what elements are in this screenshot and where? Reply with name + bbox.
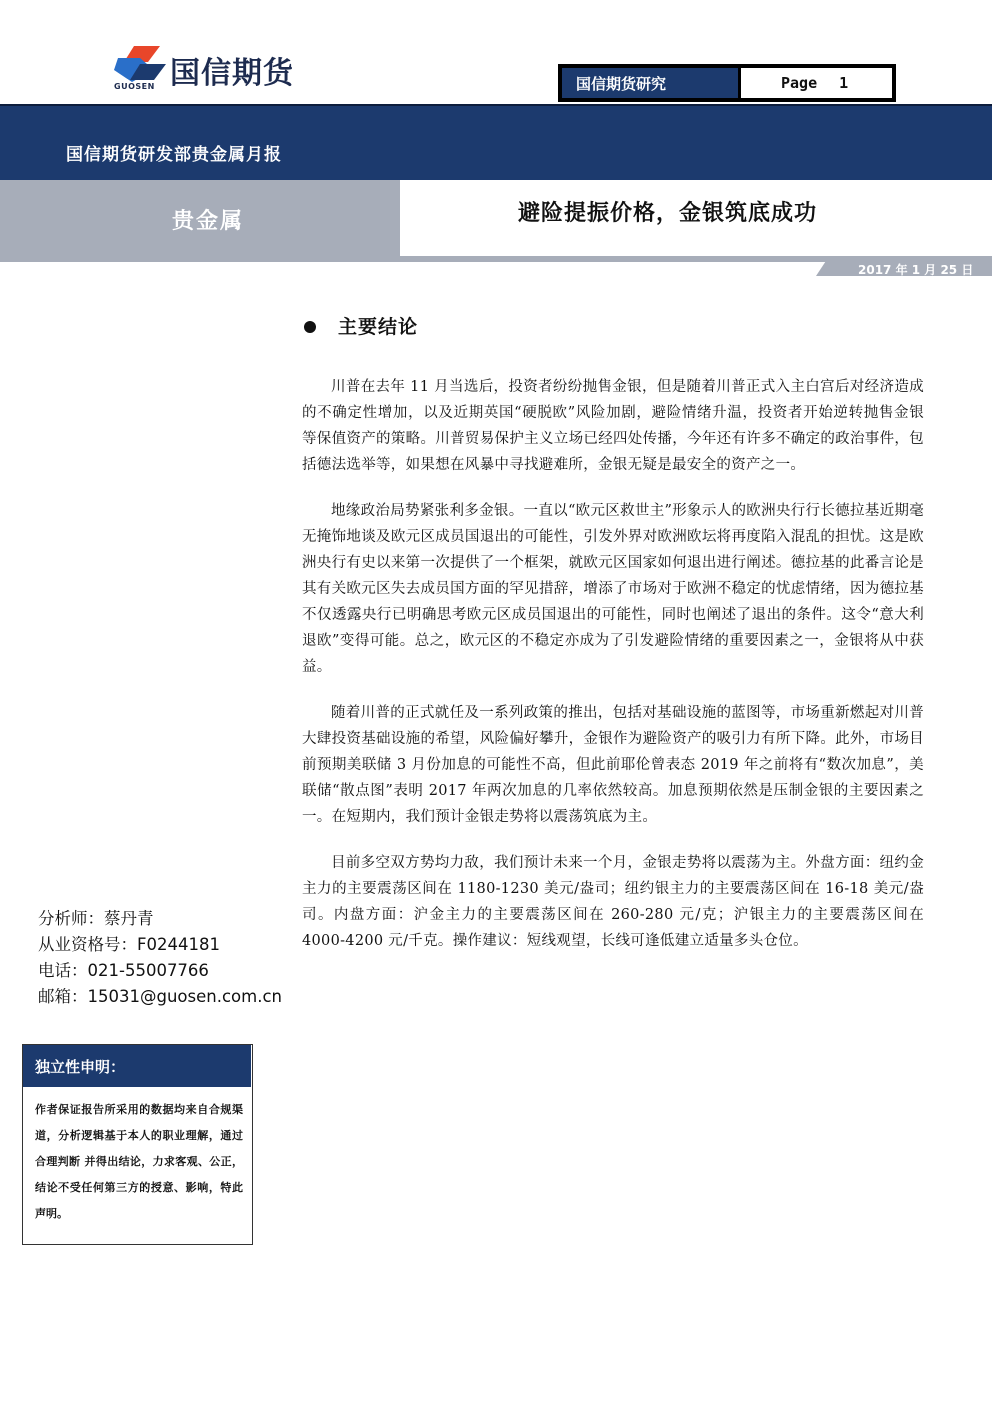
analyst-info	[38, 906, 282, 1010]
report-category: 贵金属	[172, 208, 245, 234]
report-series: 国信期货研发部贵金属月报	[66, 145, 282, 165]
analyst-cert: 从业资格号：F0244181	[38, 935, 220, 954]
report-title: 避险提振价格，金银筑底成功	[518, 200, 818, 226]
page-label: Page	[781, 74, 818, 92]
paragraph: 地缘政治局势紧张利多金银。一直以“欧元区救世主”形象示人的欧洲央行行长德拉基近期毫无掩饰地谈及欧元区成员国退出的可能性，引发外界对欧洲欧坛将再度陷入混乱的担忧。这是欧洲央行有史以来第一次提供了一个框架，就欧元区国家如何退出进行阐述。德拉基的此番言论是其有关欧元区失去成员国方面的罕见措辞，增添了市场对于欧洲不稳定的忧虑情绪，因为德拉基不仅透露央行已明确思考欧元区成员国退出的可能性，同时也阐述了退出的条件。这令“意大利退欧”变得可能。总之，欧元区的不稳定亦成为了引发避险情绪的重要因素之一，金银将从中获益。	[302, 503, 924, 675]
analyst-phone: 电话：021-55007766	[38, 961, 209, 980]
report-date: 2017 年 1 月 25 日	[858, 263, 974, 277]
page-tag	[558, 64, 896, 102]
analyst-name: 分析师：蔡丹青	[38, 909, 154, 928]
disclaimer-title: 独立性申明：	[23, 1045, 251, 1087]
disclaimer-box	[22, 1044, 253, 1245]
section-heading: 主要结论	[338, 316, 419, 338]
page-number: 1	[839, 74, 849, 92]
research-label: 国信期货研究	[562, 68, 738, 98]
paragraph: 川普在去年 11 月当选后，投资者纷纷抛售金银，但是随着川普正式入主白宫后对经济造成的不确定性增加，以及近期英国“硬脱欧”风险加剧，避险情绪升温，投资者开始逆转抛售金银等保值资产的策略。川普贸易保护主义立场已经四处传播，今年还有许多不确定的政治事件，包括德法选举等，如果想在风暴中寻找避难所，金银无疑是最安全的资产之一。	[302, 379, 924, 473]
report-body	[302, 374, 924, 974]
brand-logo	[114, 46, 354, 96]
page-indicator	[741, 68, 892, 98]
bullet-icon	[304, 321, 316, 333]
paragraph: 目前多空双方势均力敌，我们预计未来一个月，金银走势将以震荡为主。外盘方面：纽约金主力的主要震荡区间在 1180-1230 美元/盎司；纽约银主力的主要震荡区间在 16-18 美元/盎司。内盘方面：沪金主力的主要震荡区间在 260-280 元/克；沪银主力的主要震荡区间在 4000-4200 元/千克。操作建议：短线观望，长线可逢低建立适量多头仓位。	[302, 855, 924, 949]
brand-sub: GUOSEN	[114, 82, 155, 91]
brand-name: 国信期货	[170, 56, 294, 91]
disclaimer-text: 作者保证报告所采用的数据均来自合规渠道，分析逻辑基于本人的职业理解，通过合理判断 并得出结论，力求客观、公正，结论不受任何第三方的授意、影响，特此声明。	[35, 1103, 243, 1220]
guosen-logo-icon	[114, 46, 166, 86]
analyst-email[interactable]: 邮箱：15031@guosen.com.cn	[38, 987, 282, 1006]
paragraph: 随着川普的正式就任及一系列政策的推出，包括对基础设施的蓝图等，市场重新燃起对川普大肆投资基础设施的希望，风险偏好攀升，金银作为避险资产的吸引力有所下降。此外，市场目前预期美联储 3 月份加息的可能性不高，但此前耶伦曾表态 2019 年之前将有“数次加息”，美联储“散点图”表明 2017 年两次加息的几率依然较高。加息预期依然是压制金银的主要因素之一。在短期内，我们预计金银走势将以震荡筑底为主。	[302, 705, 924, 825]
